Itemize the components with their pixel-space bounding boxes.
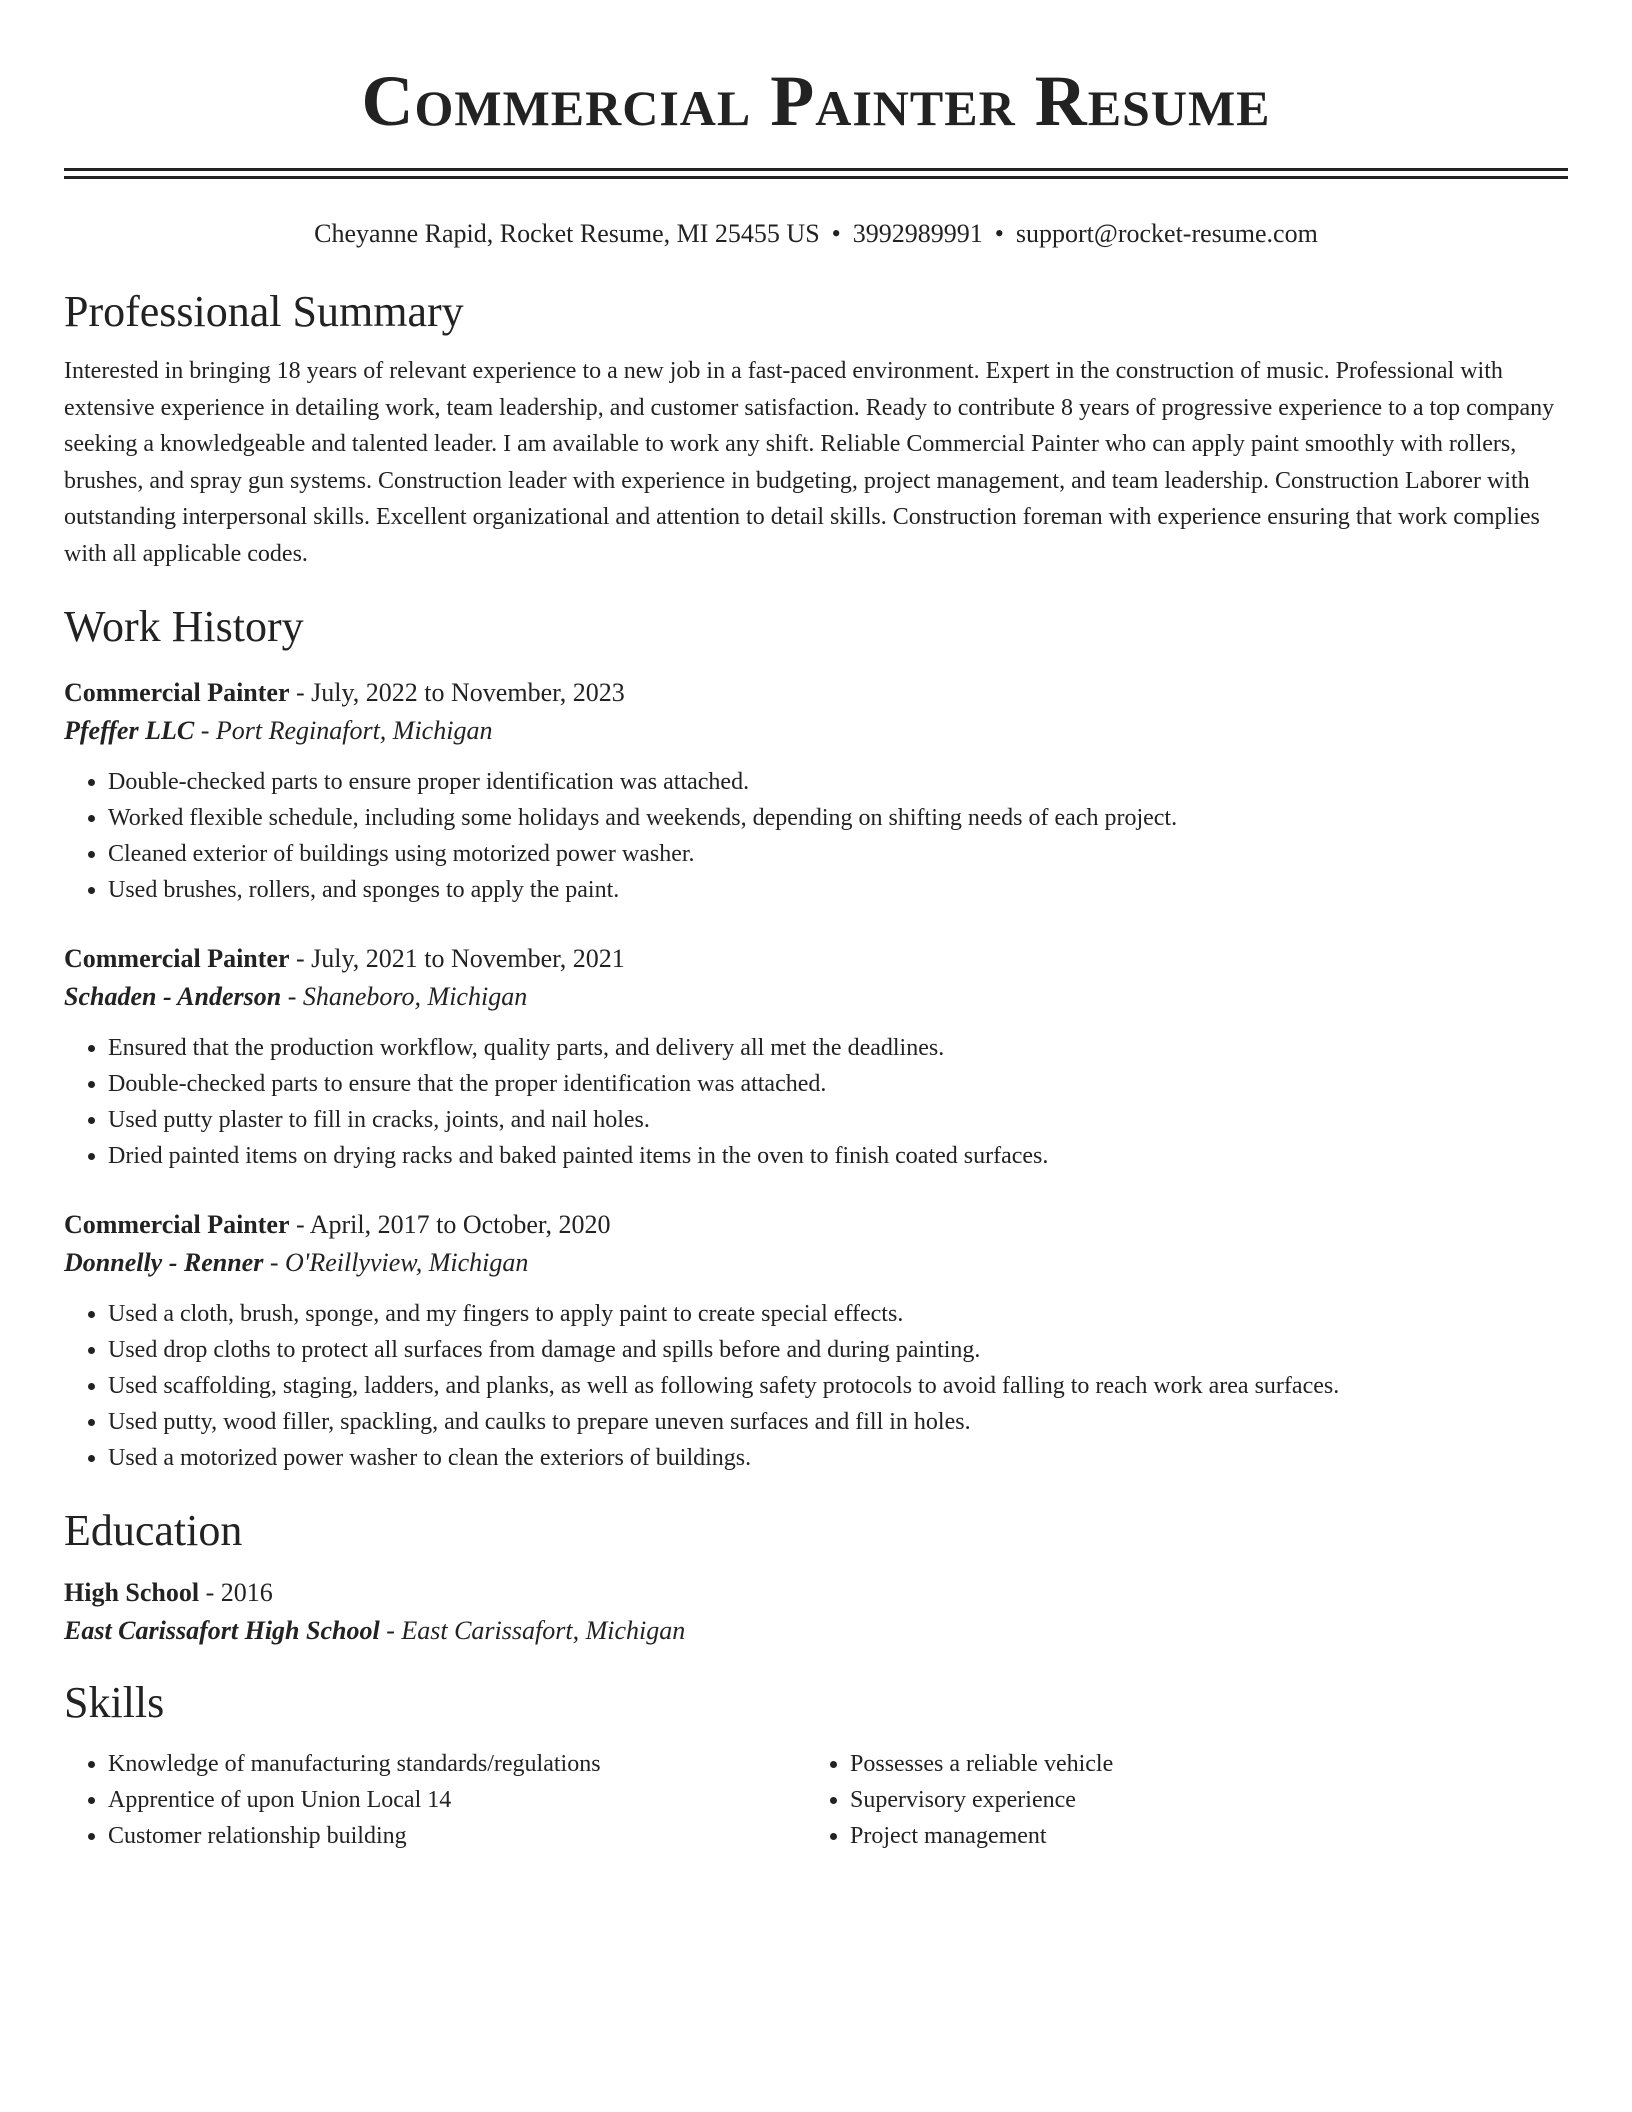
- job-company: Schaden - Anderson: [64, 982, 282, 1011]
- job-title: Commercial Painter: [64, 1210, 290, 1239]
- job-dates: - April, 2017 to October, 2020: [289, 1210, 611, 1239]
- summary-heading: Professional Summary: [64, 287, 464, 336]
- job-company-line: [64, 712, 1568, 750]
- contact-separator: •: [831, 219, 841, 248]
- contact-line: [64, 217, 1568, 251]
- skill-item: • Customer relationship building: [108, 1818, 806, 1854]
- job-duty: • Used putty, wood filler, spackling, and caulks to prepare uneven surfaces and fill in holes.: [108, 1404, 1568, 1440]
- education-entry: [64, 1574, 1568, 1650]
- job-duty: • Ensured that the production workflow, quality parts, and delivery all met the deadlines.: [108, 1030, 1568, 1066]
- job-entry: [64, 1206, 1568, 1476]
- education-heading: Education: [64, 1506, 243, 1555]
- skill-item: • Apprentice of upon Union Local 14: [108, 1782, 806, 1818]
- job-dates: - July, 2021 to November, 2021: [289, 944, 625, 973]
- job-title-line: [64, 1206, 1568, 1244]
- job-duty: • Double-checked parts to ensure that the proper identification was attached.: [108, 1066, 1568, 1102]
- job-location: - Shaneboro, Michigan: [281, 982, 528, 1011]
- job-duties-list: [64, 1296, 1568, 1476]
- education-year: - 2016: [199, 1578, 273, 1607]
- job-duty: • Worked flexible schedule, including some holidays and weekends, depending on shifting needs of each project.: [108, 800, 1568, 836]
- education-school-line: [64, 1612, 1568, 1650]
- title-divider: [64, 168, 1568, 179]
- job-duty: • Used scaffolding, staging, ladders, and planks, as well as following safety protocols to avoid falling to reach work area surfaces.: [108, 1368, 1568, 1404]
- job-duty: • Dried painted items on drying racks and baked painted items in the oven to finish coated surfaces.: [108, 1138, 1568, 1174]
- skill-item: • Possesses a reliable vehicle: [850, 1746, 1548, 1782]
- education-school: East Carissafort High School: [64, 1616, 380, 1645]
- summary-text: Interested in bringing 18 years of relevant experience to a new job in a fast-paced environment. Expert in the construction of music. Professional with extensive experience in detailing work, team leadership, and customer satisfaction. Ready to contribute 8 years of progressive experience to a top company seeking a knowledgeable and talented leader. I am available to work any shift. Reliable Commercial Painter who can apply paint smoothly with rollers, brushes, and spray gun systems. Construction leader with experience in budgeting, project management, and team leadership. Construction Laborer with outstanding interpersonal skills. Excellent organizational and attention to detail skills. Construction foreman with experience ensuring that work complies with all applicable codes.: [64, 358, 1555, 567]
- skills-list-right: [806, 1746, 1548, 1854]
- education-location: - East Carissafort, Michigan: [379, 1616, 686, 1645]
- job-location: - O'Reillyview, Michigan: [263, 1248, 529, 1277]
- work-history-heading: Work History: [64, 602, 304, 651]
- contact-phone: 3992989991: [852, 219, 983, 248]
- job-duty: • Used brushes, rollers, and sponges to apply the paint.: [108, 872, 1568, 908]
- contact-address: Cheyanne Rapid, Rocket Resume, MI 25455 US: [314, 219, 820, 248]
- job-duty: • Used drop cloths to protect all surfaces from damage and spills before and during painting.: [108, 1332, 1568, 1368]
- job-company: Pfeffer LLC: [64, 716, 195, 745]
- job-title: Commercial Painter: [64, 944, 290, 973]
- job-duties-list: [64, 764, 1568, 908]
- skills-grid: [64, 1746, 1568, 1854]
- job-title: Commercial Painter: [64, 678, 290, 707]
- skill-item: • Knowledge of manufacturing standards/regulations: [108, 1746, 806, 1782]
- job-duty: • Used a cloth, brush, sponge, and my fingers to apply paint to create special effects.: [108, 1296, 1568, 1332]
- skills-heading: Skills: [64, 1678, 165, 1727]
- job-entry: [64, 674, 1568, 908]
- job-duty: • Used putty plaster to fill in cracks, joints, and nail holes.: [108, 1102, 1568, 1138]
- skills-list-left: [64, 1746, 806, 1854]
- job-duty: • Double-checked parts to ensure proper identification was attached.: [108, 764, 1568, 800]
- education-degree-line: [64, 1574, 1568, 1612]
- job-duty: • Used a motorized power washer to clean the exteriors of buildings.: [108, 1440, 1568, 1476]
- page-title: Commercial Painter Resume: [361, 61, 1271, 141]
- job-company-line: [64, 978, 1568, 1016]
- job-dates: - July, 2022 to November, 2023: [289, 678, 625, 707]
- contact-email: support@rocket-resume.com: [1015, 219, 1318, 248]
- skill-item: • Project management: [850, 1818, 1548, 1854]
- skill-item: • Supervisory experience: [850, 1782, 1548, 1818]
- job-title-line: [64, 674, 1568, 712]
- contact-separator: •: [994, 219, 1004, 248]
- job-company: Donnelly - Renner: [64, 1248, 264, 1277]
- job-title-line: [64, 940, 1568, 978]
- job-entry: [64, 940, 1568, 1174]
- job-duties-list: [64, 1030, 1568, 1174]
- job-location: - Port Reginafort, Michigan: [194, 716, 493, 745]
- job-duty: • Cleaned exterior of buildings using motorized power washer.: [108, 836, 1568, 872]
- job-company-line: [64, 1244, 1568, 1282]
- education-degree: High School: [64, 1578, 200, 1607]
